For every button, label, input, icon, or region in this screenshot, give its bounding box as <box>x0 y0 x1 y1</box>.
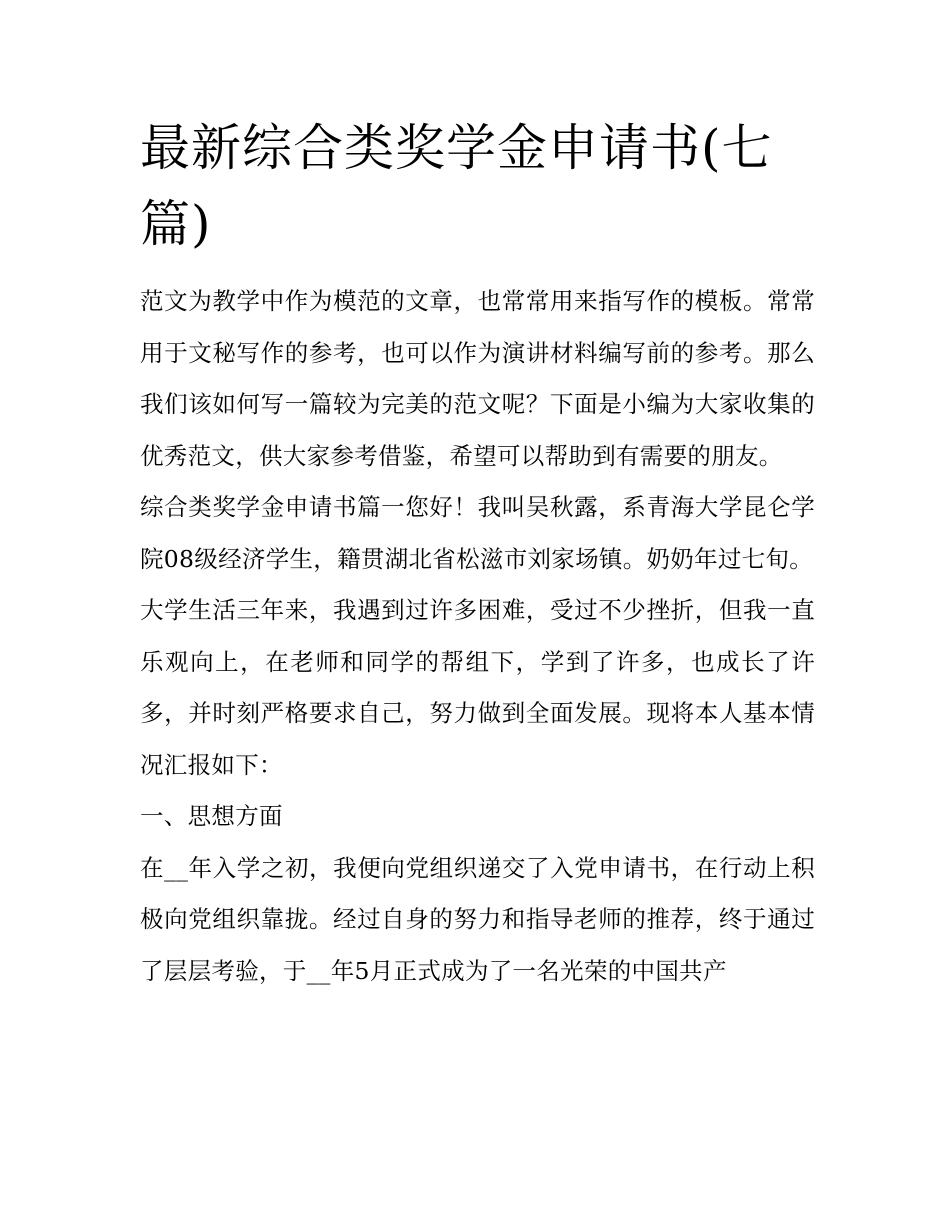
college-life-paragraph: 大学生活三年来，我遇到过许多困难，受过不少挫折，但我一直乐观向上，在老师和同学的帮组下，学到了许多，也成长了许多，并时刻严格要求自己，努力做到全面发展。现将本人基本情况汇报如下： <box>140 596 815 779</box>
intro-paragraph: 范文为教学中作为模范的文章，也常常用来指写作的模板。常常用于文秘写作的参考，也可以作为演讲材料编写前的参考。那么我们该如何写一篇较为完美的范文呢？下面是小编为大家收集的优秀范文，供大家参考借鉴，希望可以帮助到有需要的朋友。 <box>140 287 815 470</box>
party-membership-paragraph: 在__年入学之初，我便向党组织递交了入党申请书，在行动上积极向党组织靠拢。经过自身的努力和指导老师的推荐，终于通过了层层考验，于__年5月正式成为了一名光荣的中国共产 <box>140 853 815 985</box>
section-heading-thought: 一、思想方面 <box>140 802 283 830</box>
application-opening-paragraph: 综合类奖学金申请书篇一您好！我叫吴秋露，系青海大学昆仑学院08级经济学生，籍贯湖北省松滋市刘家场镇。奶奶年过七旬。 <box>140 493 815 573</box>
document-title: 最新综合类奖学金申请书(七篇) <box>140 119 773 253</box>
document-body <box>140 110 815 997</box>
